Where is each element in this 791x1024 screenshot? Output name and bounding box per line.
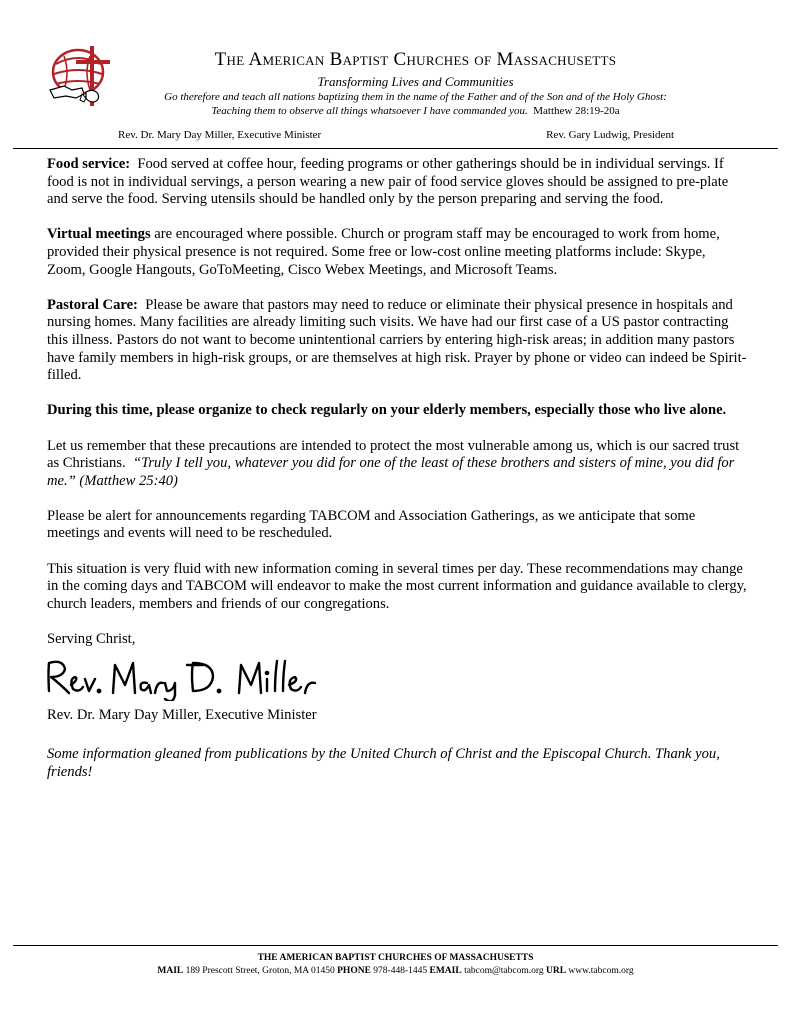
letter-body xyxy=(47,156,747,799)
remember-paragraph xyxy=(47,438,747,491)
food-service-label: Food service: xyxy=(47,156,131,172)
elderly-members-paragraph: During this time, please organize to check regularly on your elderly members, especially those who live alone. xyxy=(47,402,727,419)
verse-line-2 xyxy=(40,104,791,118)
virtual-meetings-paragraph xyxy=(47,226,747,279)
header-divider xyxy=(13,148,778,149)
announcements-paragraph: Please be alert for announcements regarding TABCOM and Association Gatherings, as we anticipate that some meetings and events will need to be rescheduled. xyxy=(47,507,696,542)
pastoral-care-paragraph xyxy=(47,297,747,385)
food-service-text: Food served at coffee hour, feeding programs or other gatherings should be in individual servings. If food is not in individual servings, a person wearing a new pair of food service gloves should be assigned to pre-plate and serve the food. Serving utensils should be handled only by the person preparing and serving the food. xyxy=(47,156,729,208)
officers-row xyxy=(118,129,674,141)
verse-reference: Matthew 28:19-20a xyxy=(533,105,620,117)
handwritten-signature xyxy=(43,655,323,701)
phone-label: PHONE xyxy=(337,966,371,976)
executive-minister: Rev. Dr. Mary Day Miller, Executive Minister xyxy=(118,129,322,141)
credit-note: Some information gleaned from publications by the United Church of Christ and the Episcopal Church. Thank you, friends! xyxy=(47,746,720,780)
email-label: EMAIL xyxy=(429,966,462,976)
header-verse xyxy=(0,90,791,118)
pastoral-care-label: Pastoral Care: xyxy=(47,296,138,313)
mail-address: 189 Prescott Street, Groton, MA 01450 xyxy=(185,966,335,976)
virtual-meetings-text: are encouraged where possible. Church or program staff may be encouraged to work from home, provided their physical presence is not required. Some free or low-cost online meeting platforms include: Skype, Zoom, Google Hangouts, GoToMeeting, Cisco Webex Meetings, and Microsoft Teams. xyxy=(47,226,720,278)
signer-name: Rev. Dr. Mary Day Miller, Executive Minister xyxy=(47,706,317,723)
mail-label: MAIL xyxy=(157,966,184,976)
matthew-quote: “Truly I tell you, whatever you did for one of the least of these brothers and sisters of mine, you did for me.” (Matthew 25:40) xyxy=(47,455,735,489)
virtual-meetings-label: Virtual meetings xyxy=(47,226,151,243)
tagline: Transforming Lives and Communities xyxy=(317,74,514,89)
url-label: URL xyxy=(545,966,567,976)
president: Rev. Gary Ludwig, President xyxy=(546,129,674,141)
footer-divider xyxy=(13,945,778,946)
org-name: The American Baptist Churches of Massachusetts xyxy=(214,49,617,70)
remember-text: Let us remember that these precautions are intended to protect the most vulnerable among us, which is our sacred trust as Christians. xyxy=(47,437,740,472)
verse-line-1: Go therefore and teach all nations baptizing them in the name of the Father and of the Son and of the Holy Ghost: xyxy=(164,91,667,103)
phone-number: 978-448-1445 xyxy=(373,966,428,976)
pastoral-care-text: Please be aware that pastors may need to reduce or eliminate their physical presence in hospitals and nursing homes. Many facilities are already limiting such visits. We have had our first case of a US pastor contracting this illness. Pastors do not want to become unintentional carriers by entering high-risk areas; in addition many pastors have family members in high-risk groups, or are themselves at high risk. Prayer by phone or video can indeed be Spirit-filled. xyxy=(47,296,747,384)
verse-line-2-text: Teaching them to observe all things whatsoever I have commanded you. xyxy=(211,105,528,117)
footer-contact xyxy=(0,966,791,976)
email-address[interactable]: tabcom@tabcom.org xyxy=(464,966,544,976)
food-service-paragraph xyxy=(47,156,747,209)
footer-org-name: THE AMERICAN BAPTIST CHURCHES OF MASSACHUSETTS xyxy=(257,953,534,963)
fluid-situation-paragraph: This situation is very fluid with new information coming in several times per day. These recommendations may change in the coming days and TABCOM will endeavor to make the most current information and guidance available to clergy, church leaders, members and friends of our congregations. xyxy=(47,560,747,612)
closing-salutation: Serving Christ, xyxy=(47,631,136,648)
website-url[interactable]: www.tabcom.org xyxy=(568,966,634,976)
